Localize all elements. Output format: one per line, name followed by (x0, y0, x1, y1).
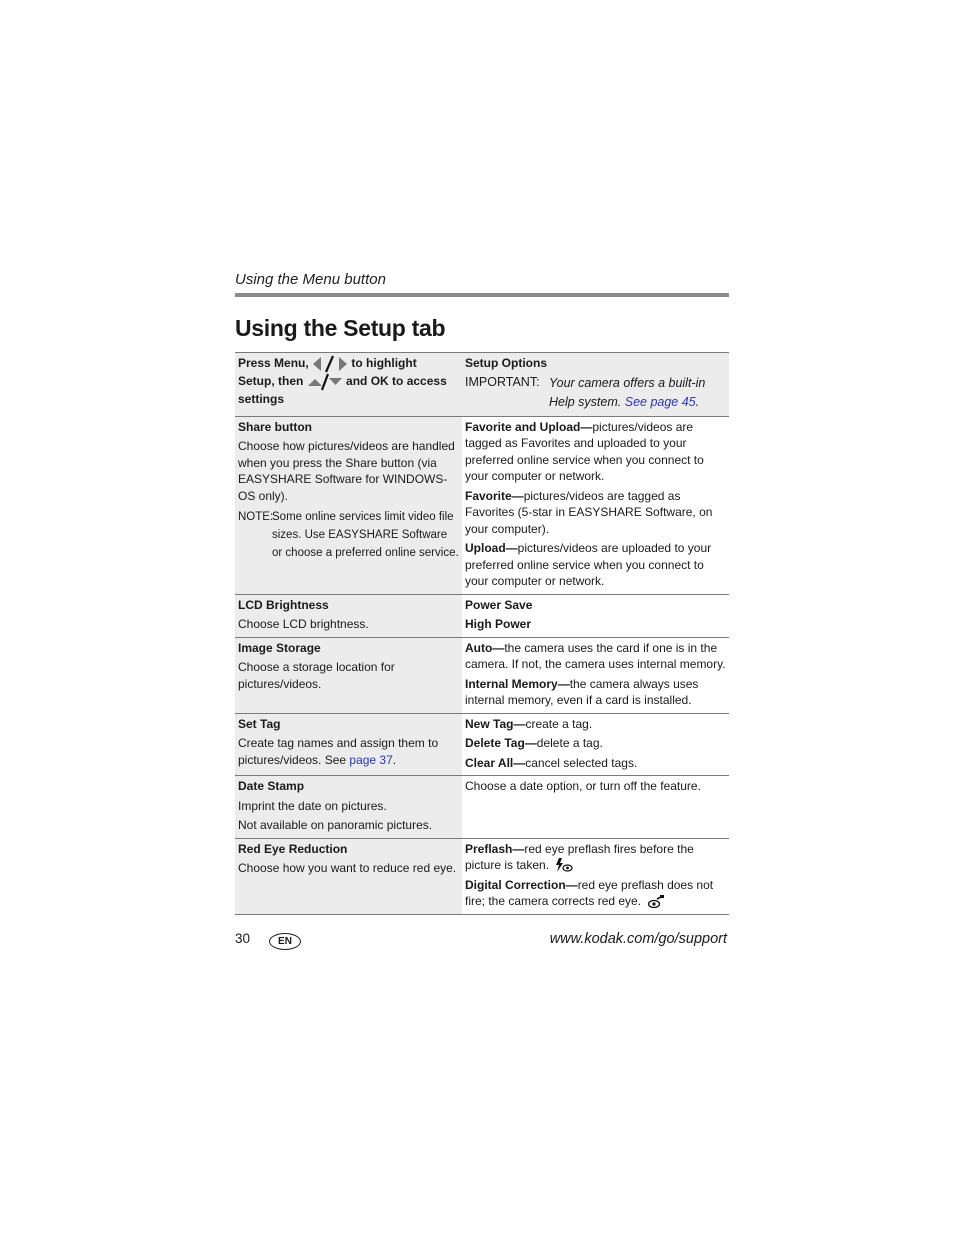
storage-desc: Choose a storage location for pictures/videos. (238, 660, 395, 691)
header-settings: settings (238, 392, 285, 406)
header-to-highlight: to highlight (351, 356, 417, 371)
lcd-desc: Choose LCD brightness. (238, 617, 369, 631)
important-end: . (695, 394, 700, 409)
setup-options-title: Setup Options (465, 356, 547, 370)
header-ok-access: and OK to access (346, 374, 447, 389)
upload-text: pictures/videos are uploaded to your preferred online service when you connect to your computer or network. (465, 541, 712, 588)
redeye-desc: Choose how you want to reduce red eye. (238, 861, 457, 875)
digital-correction-label: Digital Correction— (465, 877, 578, 892)
page-number: 30 (235, 931, 251, 946)
new-tag-label: New Tag— (465, 716, 526, 731)
clear-all-label: Clear All— (465, 755, 526, 770)
settag-title: Set Tag (238, 716, 281, 731)
settag-desc-end: . (392, 752, 397, 767)
red-eye-correction-icon (647, 895, 665, 909)
delete-tag-text: delete a tag. (536, 736, 603, 750)
storage-title: Image Storage (238, 640, 321, 655)
page-footer (235, 931, 727, 953)
favorite-label: Favorite— (465, 488, 524, 503)
important-text: Your camera offers a built-in Help system. (549, 375, 706, 409)
header-setup-then: Setup, then (238, 374, 304, 389)
share-title: Share button (238, 419, 312, 434)
favorite-upload-text: pictures/videos are tagged as Favorites and uploaded to your preferred online service when you connect to your computer or network. (465, 419, 704, 483)
note-label: NOTE: (238, 511, 274, 523)
table-header-row (235, 353, 729, 417)
auto-label: Auto— (465, 640, 505, 655)
settag-desc: Create tag names and assign them to pictures/videos. See (238, 736, 439, 767)
header-rule (235, 293, 729, 297)
power-save-option: Power Save (465, 597, 533, 612)
table-row-datestamp (235, 776, 729, 839)
table-row-settag (235, 713, 729, 776)
datestamp-desc2: Not available on panoramic pictures. (238, 818, 433, 832)
running-head: Using the Menu button (235, 271, 386, 288)
language-badge: EN (269, 933, 301, 950)
table-row-storage (235, 637, 729, 713)
upload-label: Upload— (465, 541, 518, 555)
page-title: Using the Setup tab (235, 315, 446, 341)
favorite-text: pictures/videos are tagged as Favorites (5-star in EASYSHARE Software, on your computer). (465, 488, 713, 536)
header-right-cell (462, 353, 729, 417)
table-row-redeye (235, 838, 729, 914)
lcd-title: LCD Brightness (238, 597, 329, 612)
up-down-arrows-icon (307, 373, 343, 391)
setup-options-table (235, 352, 729, 915)
preflash-icon (555, 858, 573, 873)
see-page-45-link[interactable]: See page 45 (624, 394, 696, 409)
auto-text: the camera uses the card if one is in the camera. If not, the camera uses internal memory. (465, 640, 726, 671)
favorite-upload-label: Favorite and Upload— (465, 419, 593, 434)
note-text: Some online services limit video file sizes. Use EASYSHARE Software or choose a preferred online service. (272, 511, 459, 559)
clear-all-text: cancel selected tags. (525, 755, 638, 770)
support-url[interactable]: www.kodak.com/go/support (549, 931, 727, 947)
delete-tag-label: Delete Tag— (465, 736, 537, 750)
digital-correction-text: red eye preflash does not fire; the camera corrects red eye. (465, 877, 714, 908)
header-press-menu: Press Menu, (238, 356, 309, 371)
datestamp-desc1: Imprint the date on pictures. (238, 798, 387, 813)
new-tag-text: create a tag. (525, 716, 593, 731)
table-row-lcd (235, 594, 729, 637)
preflash-label: Preflash— (465, 841, 525, 856)
preflash-text: red eye preflash fires before the picture is taken. (465, 841, 694, 872)
page-37-link[interactable]: page 37 (349, 752, 393, 767)
redeye-title: Red Eye Reduction (238, 841, 348, 856)
high-power-option: High Power (465, 617, 532, 631)
datestamp-title: Date Stamp (238, 779, 305, 793)
header-left-cell (235, 353, 462, 417)
important-label: IMPORTANT: (465, 374, 540, 389)
share-desc: Choose how pictures/videos are handled when you press the Share button (via EASYSHARE Software for WINDOWS-OS only). (238, 439, 455, 503)
page-content (235, 268, 729, 915)
left-right-arrows-icon (312, 355, 348, 373)
internal-memory-label: Internal Memory— (465, 676, 570, 691)
table-row-share (235, 416, 729, 594)
internal-memory-text: the camera always uses internal memory, even if a card is installed. (465, 676, 699, 707)
datestamp-option: Choose a date option, or turn off the feature. (465, 779, 701, 793)
